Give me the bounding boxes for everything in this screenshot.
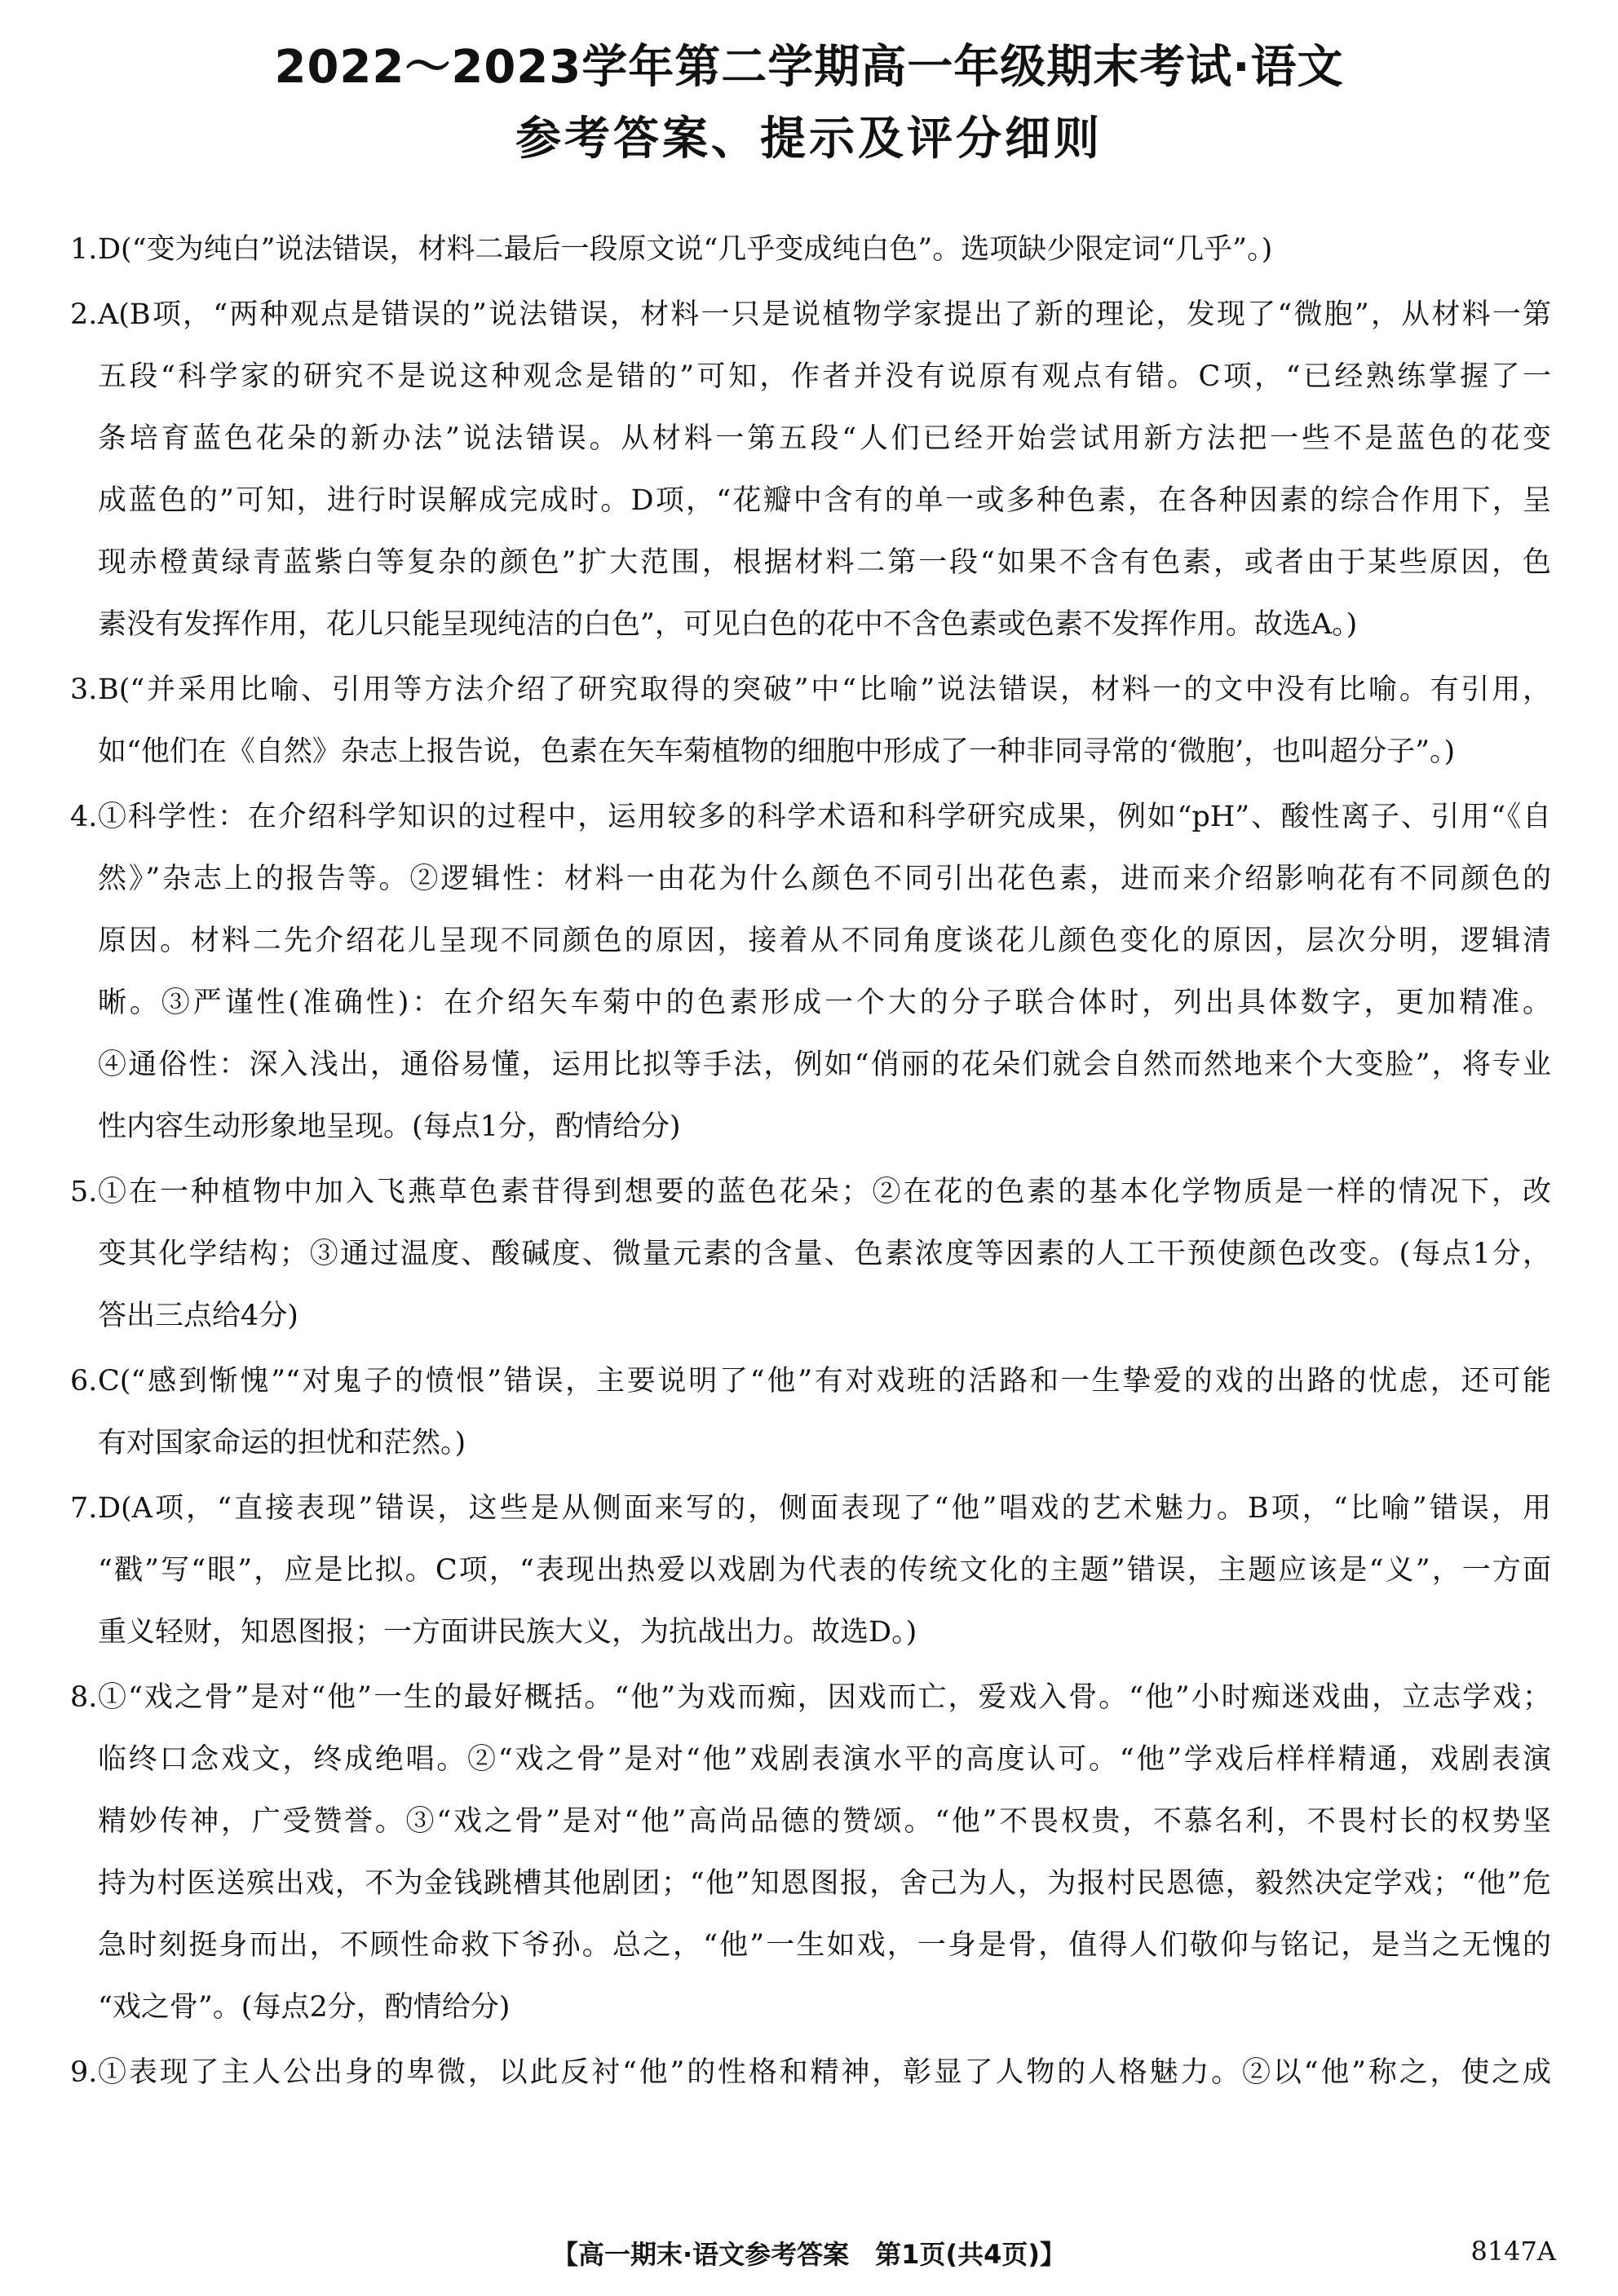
answer-number: 7. [70,1492,98,1525]
answer-number: 4. [70,801,98,833]
answer-text-line: C(“感到惭愧”“对鬼子的愤恨”错误，主要说明了“他”有对戏班的活路和一生挚爱的戏的出路的忧虑，还可能 [98,1365,1551,1397]
answer-text-line: 答出三点给4分) [98,1300,298,1332]
answer-item [70,1667,1551,2038]
answer-text-line: 如“他们在《自然》杂志上报告说，色素在矢车菊植物的细胞中形成了一种非同寻常的‘微胞’，也叫超分子”。) [98,735,1456,768]
answer-number: 2. [70,298,98,331]
answer-text-line: 重义轻财，知恩图报；一方面讲民族大义，为抗战出力。故选D。) [98,1616,917,1649]
answer-text-line: D(A项，“直接表现”错误，这些是从侧面来写的，侧面表现了“他”唱戏的艺术魅力。B项，“比喻”错误，用 [98,1492,1551,1525]
answer-number: 1. [70,233,98,266]
answer-item [70,1477,1551,1663]
answer-item [70,284,1551,656]
page-footer [0,2234,1618,2275]
answer-text-line: 急时刻挺身而出，不顾性命救下爷孙。总之，“他”一生如戏，一身是骨，值得人们敬仰与铭记，是当之无愧的 [98,1929,1551,1962]
answer-text-line: ①“戏之骨”是对“他”一生的最好概括。“他”为戏而痴，因戏而亡，爱戏入骨。“他”小时痴迷戏曲，立志学戏； [98,1681,1551,1714]
answer-list [70,219,1551,2107]
answer-item [70,219,1551,280]
footer-document-code: 8147A [1470,2236,1556,2267]
answer-text-line: D(“变为纯白”说法错误，材料二最后一段原文说“几乎变成纯白色”。选项缺少限定词“几乎”。) [98,233,1273,266]
answer-text-line: 临终口念戏文，终成绝唱。②“戏之骨”是对“他”戏剧表演水平的高度认可。“他”学戏后样样精通，戏剧表演 [98,1743,1551,1776]
answer-number: 3. [70,673,98,706]
answer-text-line: 条培育蓝色花朵的新办法”说法错误。从材料一第五段“人们已经开始尝试用新方法把一些不是蓝色的花变 [98,422,1551,455]
answer-text-line: 素没有发挥作用，花儿只能呈现纯洁的白色”，可见白色的花中不含色素或色素不发挥作用。故选A。) [98,608,1358,641]
answer-text-line: ①表现了主人公出身的卑微，以此反衬“他”的性格和精神，彰显了人物的人格魅力。②以“他”称之，使之成 [98,2056,1551,2089]
answer-number: 9. [70,2056,98,2089]
answer-text-line: 精妙传神，广受赞誉。③“戏之骨”是对“他”高尚品德的赞颂。“他”不畏权贵，不慕名利，不畏村长的权势坚 [98,1805,1551,1838]
answer-text-line: 原因。材料二先介绍花儿呈现不同颜色的原因，接着从不同角度谈花儿颜色变化的原因，层次分明，逻辑清 [98,925,1551,957]
page-subtitle: 参考答案、提示及评分细则 [515,113,1103,166]
answer-text-line: 现赤橙黄绿青蓝紫白等复杂的颜色”扩大范围，根据材料二第一段“如果不含有色素，或者由于某些原因，色 [98,546,1551,579]
answer-text-line: 晰。③严谨性(准确性)：在介绍矢车菊中的色素形成一个大的分子联合体时，列出具体数字，更加精准。 [98,987,1551,1019]
page-title: 2022～2023学年第二学期高一年级期末考试·语文 [274,41,1344,94]
footer-page-label: 【高一期末·语文参考答案 第1页(共4页)】 [552,2239,1066,2270]
answer-text-line: 性内容生动形象地呈现。(每点1分，酌情给分) [98,1110,681,1143]
answer-item [70,1350,1551,1474]
answer-text-line: 有对国家命运的担忧和茫然。) [98,1427,466,1459]
answer-text-line: 然》”杂志上的报告等。②逻辑性：材料一由花为什么颜色不同引出花色素，进而来介绍影响花有不同颜色的 [98,863,1551,895]
answer-text-line: ①科学性：在介绍科学知识的过程中，运用较多的科学术语和科学研究成果，例如“pH”、酸性离子、引用“《自 [98,801,1551,833]
answer-text-line: B(“并采用比喻、引用等方法介绍了研究取得的突破”中“比喻”说法错误，材料一的文中没有比喻。有引用， [98,673,1551,706]
answer-text-line: 成蓝色的”可知，进行时误解成完成时。D项，“花瓣中含有的单一或多种色素，在各种因素的综合作用下，呈 [98,484,1551,517]
answer-item [70,1161,1551,1347]
answer-text-line: 五段“科学家的研究不是说这种观念是错的”可知，作者并没有说原有观点有错。C项，“已经熟练掌握了一 [98,360,1551,393]
answer-item [70,786,1551,1158]
answer-text-line: ④通俗性：深入浅出，通俗易懂，运用比拟等手法，例如“俏丽的花朵们就会自然而然地来个大变脸”，将专业 [98,1049,1551,1081]
answer-text-line: 变其化学结构；③通过温度、酸碱度、微量元素的含量、色素浓度等因素的人工干预使颜色改变。(每点1分， [98,1238,1551,1270]
answer-text-line: “戳”写“眼”，应是比拟。C项，“表现出热爱以戏剧为代表的传统文化的主题”错误，主题应该是“义”，一方面 [98,1554,1551,1587]
answer-item [70,2042,1551,2104]
answer-number: 6. [70,1365,98,1397]
answer-text-line: ①在一种植物中加入飞燕草色素苷得到想要的蓝色花朵；②在花的色素的基本化学物质是一样的情况下，改 [98,1176,1551,1208]
answer-item [70,659,1551,783]
answer-text-line: 持为村医送殡出戏，不为金钱跳槽其他剧团；“他”知恩图报，舍己为人，为报村民恩德，毅然决定学戏；“他”危 [98,1867,1551,1900]
answer-number: 5. [70,1176,98,1208]
answer-text-line: A(B项，“两种观点是错误的”说法错误，材料一只是说植物学家提出了新的理论，发现了“微胞”，从材料一第 [98,298,1551,331]
answer-text-line: “戏之骨”。(每点2分，酌情给分) [98,1991,511,2024]
answer-number: 8. [70,1681,98,1714]
